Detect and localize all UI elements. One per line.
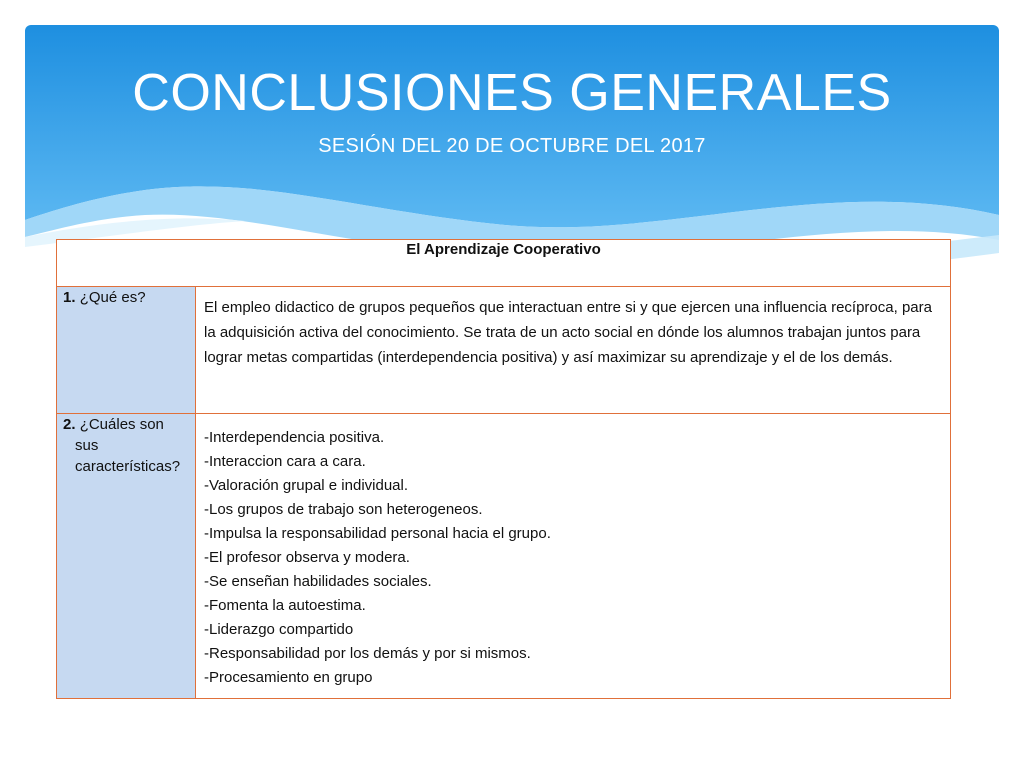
list-item: -Valoración grupal e individual. [204,477,409,494]
question-text: ¿Qué es? [79,289,146,306]
list-item: -El profesor observa y modera. [204,549,410,566]
question-cell [57,287,196,414]
answer-text: El empleo didactico de grupos pequeños que interactuan entre si y que ejercen una influencia recíproca, para la adquisición activa del conocimiento. Se trata de un acto social en dónde los alumnos trabajan juntos para lograr metas compartidas (interdependencia positiva) y así maximizar su aprendizaje y el de los demás. [204,299,932,366]
table-heading: El Aprendizaje Cooperativo [57,240,951,287]
question-cell [57,414,196,699]
list-item: -Se enseñan habilidades sociales. [204,573,432,590]
table-row [57,414,951,699]
list-item: -Procesamiento en grupo [204,669,373,686]
list-item: -Fomenta la autoestima. [204,597,366,614]
question-text: sus [75,437,99,454]
list-item: -Impulsa la responsabilidad personal hacia el grupo. [204,525,551,542]
question-text: ¿Cuáles son [79,416,164,433]
question-number: 1. [63,289,76,306]
list-item: -Interaccion cara a cara. [204,453,366,470]
list-item: -Responsabilidad por los demás y por si mismos. [204,645,531,662]
list-item: -Los grupos de trabajo son heterogeneos. [204,501,483,518]
question-text: características? [75,458,181,475]
table-header-row [57,240,951,287]
traits-cell [196,414,951,699]
list-item: -Liderazgo compartido [204,621,354,638]
cooperative-learning-table [56,239,951,699]
question-number: 2. [63,416,76,433]
table-row [57,287,951,414]
answer-cell [196,287,951,414]
slide-title: CONCLUSIONES GENERALES [132,64,892,122]
slide-subtitle: SESIÓN DEL 20 DE OCTUBRE DEL 2017 [318,135,706,157]
list-item: -Interdependencia positiva. [204,429,385,446]
